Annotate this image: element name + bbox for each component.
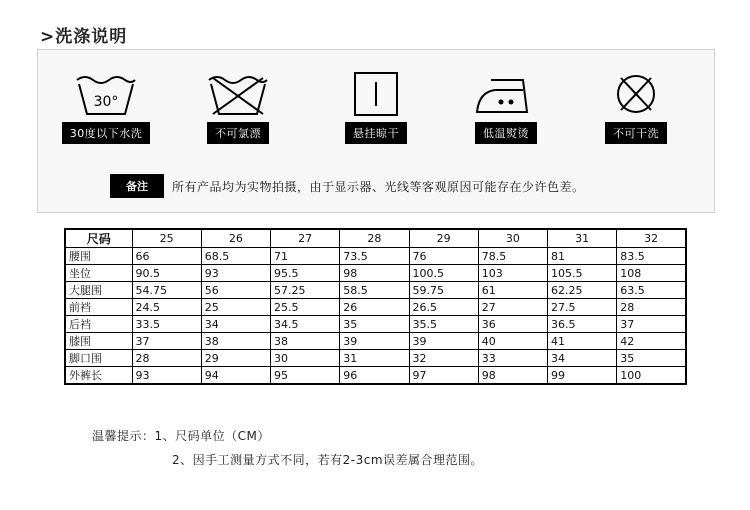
table-cell: 30	[271, 350, 340, 367]
row-label: 前裆	[65, 299, 132, 316]
table-cell: 108	[617, 265, 686, 282]
row-label: 脚口围	[65, 350, 132, 367]
no-bleach-icon	[205, 72, 271, 116]
wash-30-icon	[73, 72, 139, 116]
table-cell: 36.5	[548, 316, 617, 333]
table-cell: 28	[617, 299, 686, 316]
care-item-dry	[326, 72, 426, 144]
table-cell: 56	[201, 282, 270, 299]
note-tag: 备注	[110, 174, 164, 198]
table-cell: 58.5	[340, 282, 409, 299]
table-row	[65, 265, 686, 282]
table-cell: 93	[201, 265, 270, 282]
table-cell: 76	[409, 248, 478, 265]
hang-dry-icon	[343, 72, 409, 116]
care-item-bleach	[188, 72, 288, 144]
iron-low-icon	[473, 72, 539, 116]
wash-temp-text: 30°	[93, 94, 119, 110]
table-cell: 32	[409, 350, 478, 367]
table-row	[65, 282, 686, 299]
table-cell: 68.5	[201, 248, 270, 265]
table-cell: 39	[409, 333, 478, 350]
table-cell: 27.5	[548, 299, 617, 316]
table-cell: 41	[548, 333, 617, 350]
table-row	[65, 316, 686, 333]
section-title: >洗涤说明	[40, 27, 128, 47]
table-row	[65, 350, 686, 367]
table-cell: 81	[548, 248, 617, 265]
note-row	[110, 174, 585, 198]
table-cell: 38	[201, 333, 270, 350]
size-header: 27	[271, 229, 340, 248]
tips	[92, 424, 483, 472]
table-cell: 94	[201, 367, 270, 385]
table-cell: 98	[478, 367, 547, 385]
table-cell: 34	[548, 350, 617, 367]
care-label: 30度以下水洗	[62, 122, 151, 144]
size-header-row	[65, 229, 686, 248]
table-cell: 100.5	[409, 265, 478, 282]
table-cell: 90.5	[132, 265, 201, 282]
care-item-wash	[56, 72, 156, 144]
row-label: 膝围	[65, 333, 132, 350]
row-label: 外裤长	[65, 367, 132, 385]
table-cell: 83.5	[617, 248, 686, 265]
table-cell: 66	[132, 248, 201, 265]
row-label: 大腿围	[65, 282, 132, 299]
table-cell: 103	[478, 265, 547, 282]
table-cell: 40	[478, 333, 547, 350]
table-cell: 61	[478, 282, 547, 299]
table-cell: 100	[617, 367, 686, 385]
size-header: 28	[340, 229, 409, 248]
table-cell: 34	[201, 316, 270, 333]
table-cell: 59.75	[409, 282, 478, 299]
row-label: 后裆	[65, 316, 132, 333]
table-cell: 98	[340, 265, 409, 282]
care-label: 低温熨烫	[475, 122, 537, 144]
table-row	[65, 333, 686, 350]
table-cell: 73.5	[340, 248, 409, 265]
size-header: 26	[201, 229, 270, 248]
row-label: 腰围	[65, 248, 132, 265]
table-cell: 33	[478, 350, 547, 367]
size-header: 31	[548, 229, 617, 248]
size-corner-label: 尺码	[65, 229, 132, 248]
table-cell: 93	[132, 367, 201, 385]
size-header: 30	[478, 229, 547, 248]
table-cell: 95	[271, 367, 340, 385]
table-cell: 36	[478, 316, 547, 333]
table-cell: 26	[340, 299, 409, 316]
table-cell: 57.25	[271, 282, 340, 299]
table-cell: 62.25	[548, 282, 617, 299]
size-table	[64, 228, 687, 385]
table-cell: 35	[617, 350, 686, 367]
table-cell: 97	[409, 367, 478, 385]
care-item-iron	[456, 72, 556, 144]
table-cell: 54.75	[132, 282, 201, 299]
table-cell: 38	[271, 333, 340, 350]
table-cell: 25.5	[271, 299, 340, 316]
tip-line-2: 2、因手工测量方式不同，若有2-3cm误差属合理范围。	[172, 453, 484, 467]
note-text: 所有产品均为实物拍摄，由于显示器、光线等客观原因可能存在少许色差。	[172, 179, 585, 194]
no-dry-clean-icon	[603, 72, 669, 116]
care-label: 悬挂晾干	[345, 122, 407, 144]
table-cell: 71	[271, 248, 340, 265]
care-label: 不可干洗	[605, 122, 667, 144]
table-cell: 63.5	[617, 282, 686, 299]
table-row	[65, 299, 686, 316]
care-instructions-panel	[37, 49, 715, 213]
table-cell: 95.5	[271, 265, 340, 282]
size-header: 32	[617, 229, 686, 248]
table-cell: 37	[617, 316, 686, 333]
table-cell: 99	[548, 367, 617, 385]
table-cell: 24.5	[132, 299, 201, 316]
table-cell: 39	[340, 333, 409, 350]
care-label: 不可氯漂	[207, 122, 269, 144]
table-cell: 29	[201, 350, 270, 367]
table-cell: 28	[132, 350, 201, 367]
table-cell: 37	[132, 333, 201, 350]
row-label: 坐位	[65, 265, 132, 282]
care-item-dry-clean	[586, 72, 686, 144]
size-table-body	[65, 248, 686, 385]
table-cell: 27	[478, 299, 547, 316]
table-cell: 33.5	[132, 316, 201, 333]
size-header: 25	[132, 229, 201, 248]
table-row	[65, 367, 686, 385]
table-cell: 78.5	[478, 248, 547, 265]
table-row	[65, 248, 686, 265]
table-cell: 96	[340, 367, 409, 385]
size-header: 29	[409, 229, 478, 248]
table-cell: 25	[201, 299, 270, 316]
table-cell: 35	[340, 316, 409, 333]
table-cell: 42	[617, 333, 686, 350]
table-cell: 34.5	[271, 316, 340, 333]
tip-line-1: 温馨提示：1、尺码单位（CM）	[92, 429, 270, 443]
table-cell: 31	[340, 350, 409, 367]
table-cell: 35.5	[409, 316, 478, 333]
table-cell: 105.5	[548, 265, 617, 282]
table-cell: 26.5	[409, 299, 478, 316]
